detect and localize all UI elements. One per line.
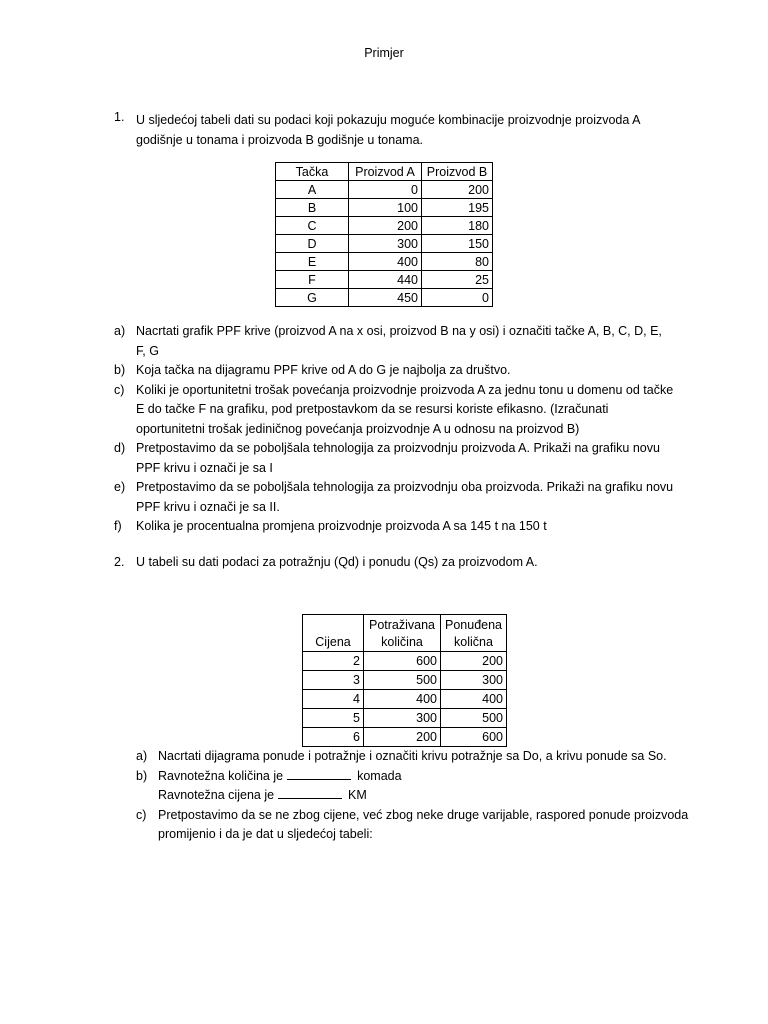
table-cell: 5: [303, 709, 364, 728]
table-header-row: [303, 615, 507, 652]
table-cell: 500: [364, 671, 441, 690]
item-label: b): [136, 768, 148, 783]
table-cell: 200: [364, 728, 441, 747]
list-item: [114, 478, 674, 517]
table-cell: 6: [303, 728, 364, 747]
list-item: [136, 806, 716, 845]
table-cell: 180: [422, 217, 493, 235]
item-text: [158, 786, 367, 806]
table-cell: 300: [364, 709, 441, 728]
item-text: [158, 767, 402, 787]
table-cell: C: [276, 217, 349, 235]
table-cell: 100: [349, 199, 422, 217]
item-text: Nacrtati dijagrama ponude i potražnje i označiti krivu potražnje sa Do, a krivu ponude sa So.: [158, 749, 667, 763]
question-2-subitems: [136, 747, 716, 845]
list-item: [136, 786, 716, 806]
item-text: Pretpostavimo da se poboljšala tehnologija za proizvodnju proizvoda A. Prikaži na grafiku novu PPF krivu i označi je sa I: [136, 441, 660, 475]
table-row: [276, 289, 493, 307]
header-line: količina: [381, 635, 423, 649]
list-item: [114, 381, 674, 440]
table-row: [276, 235, 493, 253]
table-header-row: [276, 163, 493, 181]
table-row: [303, 709, 507, 728]
unit-label: KM: [348, 788, 367, 802]
table-cell: 0: [349, 181, 422, 199]
table-cell: 500: [441, 709, 507, 728]
table-row: [276, 181, 493, 199]
table-cell: 0: [422, 289, 493, 307]
item-text: Koja tačka na dijagramu PPF krive od A do G je najbolja za društvo.: [136, 363, 511, 377]
table-cell: 600: [364, 652, 441, 671]
list-item: [114, 517, 674, 537]
answer-blank[interactable]: [287, 779, 351, 780]
equilibrium-price-label: Ravnotežna cijena je: [158, 788, 275, 802]
item-text: Pretpostavimo da se poboljšala tehnologija za proizvodnju oba proizvoda. Prikaži na grafiku novu PPF krivu i označi je sa II.: [136, 480, 674, 514]
table-row: [303, 690, 507, 709]
header-line: Potraživana: [368, 618, 435, 632]
list-item: [114, 439, 674, 478]
table-cell: D: [276, 235, 349, 253]
question-1-subitems: [114, 322, 674, 537]
table-cell: 400: [441, 690, 507, 709]
table-cell: 80: [422, 253, 493, 271]
table-cell: 400: [364, 690, 441, 709]
column-header: Cijena: [303, 615, 364, 652]
table-cell: 400: [349, 253, 422, 271]
equilibrium-quantity-label: Ravnotežna količina je: [158, 768, 284, 783]
table-cell: B: [276, 199, 349, 217]
unit-label: komada: [357, 768, 402, 783]
table-row: [276, 253, 493, 271]
question-1-number: 1.: [114, 110, 125, 124]
table-row: [276, 199, 493, 217]
item-label: c): [114, 382, 125, 397]
column-header: Tačka: [276, 163, 349, 181]
table-row: [303, 728, 507, 747]
table-cell: 4: [303, 690, 364, 709]
column-header: Proizvod A: [349, 163, 422, 181]
page-title: Primjer: [364, 46, 404, 60]
table-row: [303, 671, 507, 690]
item-text: Nacrtati grafik PPF krive (proizvod A na x osi, proizvod B na y osi) i označiti tačke A, B, C, D, E, F, G: [136, 324, 662, 358]
list-item: [136, 767, 716, 787]
table-cell: 200: [422, 181, 493, 199]
table-cell: 2: [303, 652, 364, 671]
table-cell: 150: [422, 235, 493, 253]
header-line: količna: [454, 635, 493, 649]
item-text: Pretpostavimo da se ne zbog cijene, već zbog neke druge varijable, raspored ponude proizvoda promijenio i da je dat u sljedećoj tabeli:: [158, 807, 689, 841]
table-cell: F: [276, 271, 349, 289]
table-cell: 300: [349, 235, 422, 253]
item-label: a): [114, 324, 126, 338]
table-cell: G: [276, 289, 349, 307]
table-cell: 440: [349, 271, 422, 289]
item-text: Koliki je oportunitetni trošak povećanja proizvodnje proizvoda A za jednu tonu u domenu od tačke E do tačke F na grafiku, pod pretpostavkom da se resursi koriste efikasno. (Izračunati oportunitetni trošak jediničnog povećanja proizvodnje A u odnosu na proizvod B): [136, 382, 674, 436]
table-cell: 200: [441, 652, 507, 671]
table-cell: 600: [441, 728, 507, 747]
item-label: c): [136, 807, 147, 822]
answer-blank[interactable]: [278, 798, 342, 799]
ppf-table: [275, 162, 493, 307]
list-item: [114, 322, 674, 361]
list-item: [136, 747, 716, 767]
table-cell: 200: [349, 217, 422, 235]
column-header: [364, 615, 441, 652]
table-row: [276, 271, 493, 289]
item-label: e): [114, 480, 126, 494]
table-row: [276, 217, 493, 235]
list-item: [114, 361, 674, 381]
table-cell: E: [276, 253, 349, 271]
table-row: [303, 652, 507, 671]
supply-demand-table: [302, 614, 507, 747]
question-2-number: 2.: [114, 555, 125, 569]
question-1-text: U sljedećoj tabeli dati su podaci koji pokazuju moguće kombinacije proizvodnje proizvoda A godišnje u tonama i proizvoda B godišnje u tonama.: [136, 113, 640, 147]
header-line: Ponuđena: [445, 618, 503, 632]
item-label: f): [114, 519, 122, 533]
column-header: [441, 615, 507, 652]
table-cell: 450: [349, 289, 422, 307]
table-cell: 300: [441, 671, 507, 690]
table-cell: 3: [303, 671, 364, 690]
table-cell: A: [276, 181, 349, 199]
table-cell: 25: [422, 271, 493, 289]
item-label: a): [136, 749, 148, 763]
item-label: d): [114, 441, 126, 455]
item-label: b): [114, 363, 126, 377]
column-header: Proizvod B: [422, 163, 493, 181]
table-cell: 195: [422, 199, 493, 217]
question-2-text: U tabeli su dati podaci za potražnju (Qd) i ponudu (Qs) za proizvodom A.: [136, 555, 538, 569]
item-text: Kolika je procentualna promjena proizvodnje proizvoda A sa 145 t na 150 t: [136, 519, 547, 533]
